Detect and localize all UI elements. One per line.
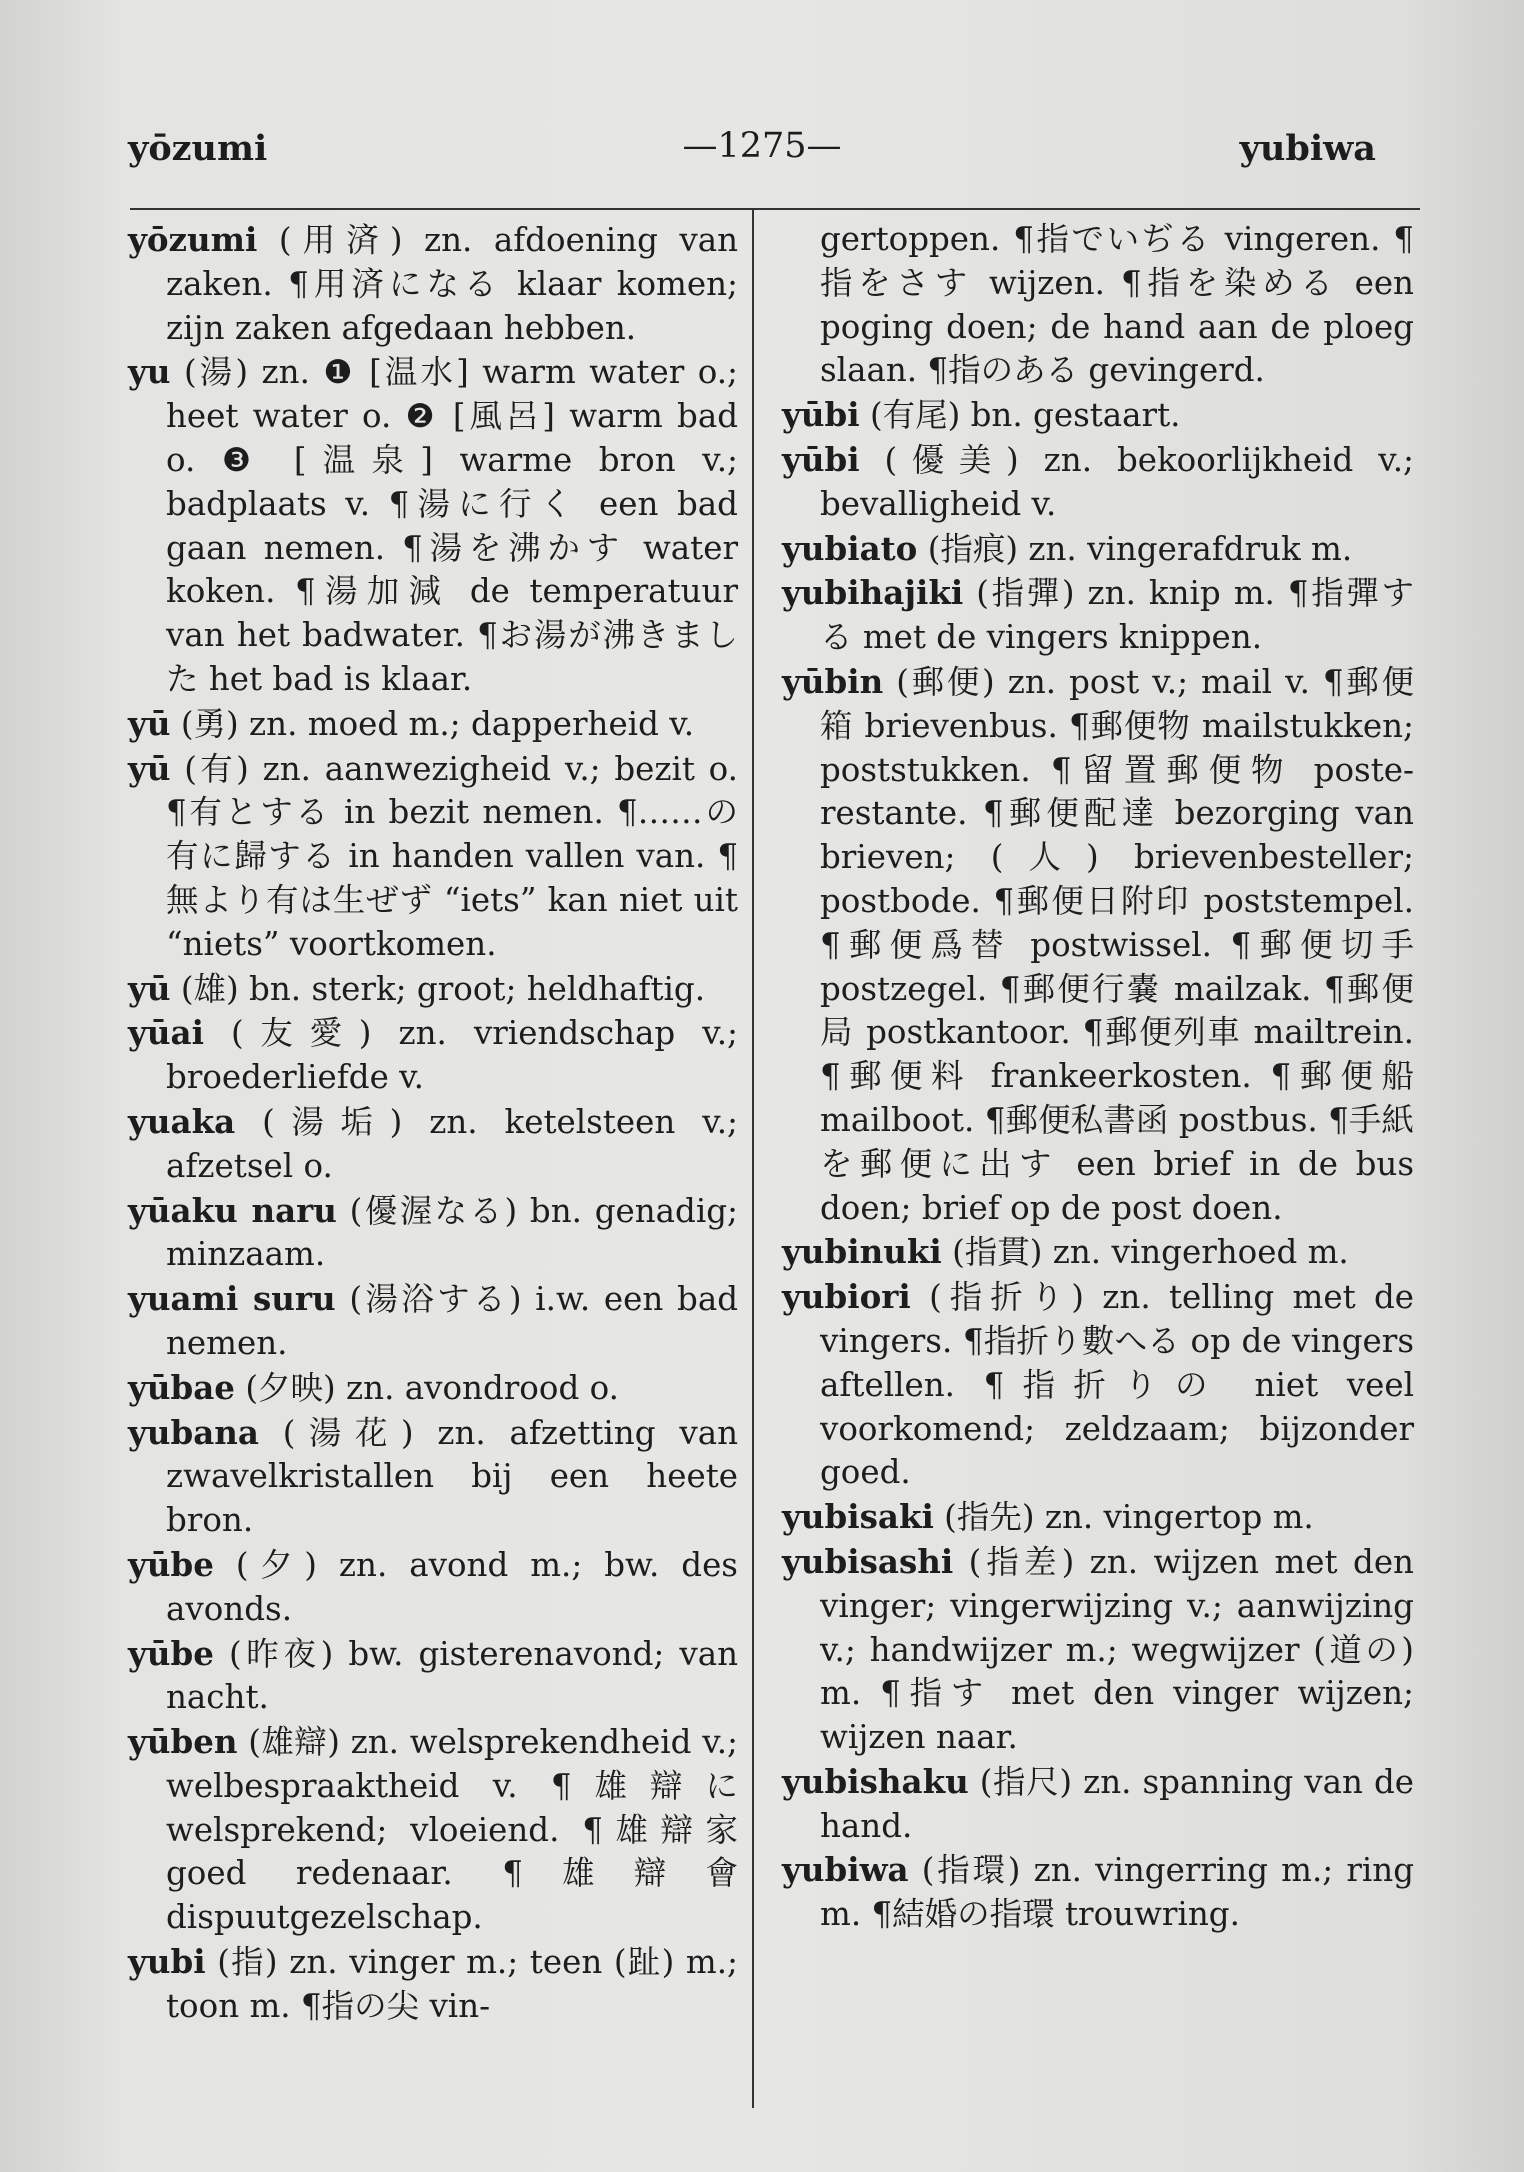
dictionary-entry xyxy=(128,1632,738,1721)
entry-headword: yūben xyxy=(128,1722,238,1762)
entry-definition: zn. afdoening van zaken. ¶用済になる klaar komen; zijn zaken afgedaan hebben. xyxy=(166,221,738,347)
dictionary-entry xyxy=(128,1277,738,1366)
dictionary-entry xyxy=(782,393,1414,438)
entry-definition: zn. vingerafdruk m. xyxy=(1018,529,1353,568)
entry-kanji: (雄辯) xyxy=(248,1723,340,1762)
entry-definition: zn. vriendschap v.; broederliefde v. xyxy=(166,1014,738,1097)
left-column xyxy=(128,218,738,2029)
entry-headword: yū xyxy=(128,968,171,1008)
entry-headword: yubisashi xyxy=(782,1541,954,1581)
entry-headword: yūbe xyxy=(128,1633,214,1673)
dictionary-entry xyxy=(128,1100,738,1189)
dictionary-entry xyxy=(782,1760,1414,1849)
entry-headword: yōzumi xyxy=(128,220,258,259)
entry-definition: zn. vinger m.; teen (趾) m.; toon m. ¶指の尖 vin- xyxy=(166,1943,738,2025)
entry-kanji: (指先) xyxy=(944,1498,1035,1537)
dictionary-entry xyxy=(128,1543,738,1632)
dictionary-entry xyxy=(128,1411,738,1543)
entry-kanji: (指折り) xyxy=(929,1278,1084,1317)
entry-kanji: (湯垢) xyxy=(262,1102,403,1141)
entry-definition: bn. sterk; groot; heldhaftig. xyxy=(238,969,706,1008)
entry-headword: yuami suru xyxy=(128,1279,336,1319)
dictionary-entry xyxy=(128,747,738,967)
dictionary-entry xyxy=(782,218,1414,393)
entry-headword: yū xyxy=(128,748,171,788)
entry-definition: zn. knip m. ¶指彈する met de vingers knippen. xyxy=(820,574,1414,657)
entry-headword: yubana xyxy=(128,1412,259,1452)
entry-headword: yūbe xyxy=(128,1544,214,1584)
entry-headword: yūbin xyxy=(782,661,884,701)
entry-headword: yūbae xyxy=(128,1367,235,1407)
dictionary-entry xyxy=(128,1940,738,2029)
entry-kanji: (指環) xyxy=(921,1851,1021,1890)
entry-kanji: (湯) xyxy=(183,353,249,392)
entry-headword: yubiori xyxy=(782,1277,911,1317)
entry-headword: yubiwa xyxy=(782,1850,909,1890)
entry-headword: yubi xyxy=(128,1942,206,1982)
entry-headword: yubishaku xyxy=(782,1761,969,1801)
entry-headword: yūai xyxy=(128,1013,204,1053)
entry-kanji: (指痕) xyxy=(927,529,1019,568)
entry-kanji: (指尺) xyxy=(979,1762,1073,1801)
entry-headword: yubiato xyxy=(782,528,918,568)
running-head-right: yubiwa xyxy=(1239,128,1376,169)
header-rule xyxy=(130,208,1420,210)
entry-headword: yūbi xyxy=(782,439,860,479)
entry-definition: zn. avondrood o. xyxy=(335,1368,619,1407)
entry-kanji: (有尾) xyxy=(869,396,961,435)
entry-definition: zn. telling met de vingers. ¶指折り數へる op de vingers aftellen. ¶指折りの niet veel voorkomend; zeldzaam; bijzonder goed. xyxy=(820,1278,1415,1492)
entry-definition: i.w. een bad nemen. xyxy=(166,1280,738,1362)
dictionary-entry xyxy=(128,1189,738,1278)
entry-kanji: (指彈) xyxy=(976,574,1075,613)
dictionary-entry xyxy=(782,1495,1414,1540)
dictionary-entry xyxy=(782,571,1414,660)
dictionary-entry xyxy=(782,1230,1414,1275)
entry-kanji: (夕映) xyxy=(245,1368,336,1407)
entry-definition: zn. vingerring m.; ring m. ¶結婚の指環 trouwring. xyxy=(820,1851,1415,1934)
entry-kanji: (用済) xyxy=(278,221,403,259)
entry-kanji: (優渥なる) xyxy=(349,1191,518,1230)
entry-definition: gertoppen. ¶指でいぢる vingeren. ¶指をさす wijzen. ¶指を染める een poging doen; de hand aan de ploeg slaan. ¶指のある gevingerd. xyxy=(820,220,1414,390)
entry-headword: yu xyxy=(128,352,171,392)
entry-definition: zn. moed m.; dapperheid v. xyxy=(238,704,695,743)
entry-kanji: (雄) xyxy=(180,969,239,1008)
entry-headword: yubihajiki xyxy=(782,573,964,613)
entry-kanji: (友愛) xyxy=(230,1014,372,1053)
entry-definition: zn. welsprekendheid v.; welbespraaktheid v. ¶雄辯に welsprekend; vloeiend. ¶雄辯家 goed redenaar. ¶雄辯會 dispuutgezelschap. xyxy=(166,1723,739,1937)
dictionary-entry xyxy=(128,218,738,350)
dictionary-entry xyxy=(128,350,738,701)
entry-kanji: (夕) xyxy=(235,1545,317,1584)
entry-definition: zn. ketelsteen v.; afzetsel o. xyxy=(166,1102,738,1185)
entry-definition: zn. vingertop m. xyxy=(1034,1498,1314,1537)
entry-definition: bn. genadig; minzaam. xyxy=(166,1191,739,1274)
entry-kanji: (有) xyxy=(184,749,249,788)
entry-kanji: (勇) xyxy=(180,704,239,743)
entry-kanji: (指) xyxy=(217,1943,278,1982)
entry-definition: zn. vingerhoed m. xyxy=(1042,1233,1349,1272)
entry-headword: yuaka xyxy=(128,1101,236,1141)
dictionary-entry xyxy=(782,1540,1414,1760)
entry-definition: zn. spanning van de hand. xyxy=(820,1762,1414,1845)
entry-headword: yūaku naru xyxy=(128,1190,337,1230)
entry-kanji: (指貫) xyxy=(952,1233,1043,1272)
dictionary-entry xyxy=(128,1366,738,1411)
dictionary-entry xyxy=(128,1011,738,1100)
dictionary-entry xyxy=(782,1848,1414,1937)
entry-headword: yubisaki xyxy=(782,1497,934,1537)
dictionary-entry xyxy=(782,527,1414,572)
right-column xyxy=(782,218,1414,1937)
entry-definition: zn. wijzen met den vinger; vingerwijzing v.; aanwijzing v.; handwijzer m.; wegwijzer (道の) m. ¶指す met den vinger wijzen; wijzen naar. xyxy=(820,1542,1414,1757)
entry-kanji: (湯浴する) xyxy=(349,1280,522,1319)
entry-headword: yūbi xyxy=(782,395,860,435)
entry-kanji: (郵便) xyxy=(896,662,995,701)
entry-headword: yū xyxy=(128,703,171,743)
entry-definition: zn. bekoorlijkheid v.; bevalligheid v. xyxy=(820,440,1414,523)
entry-definition: zn. aanwezigheid v.; bezit o. ¶有とする in bezit nemen. ¶……の有に歸する in handen vallen van. ¶無より有は生ぜず “iets” kan niet uit “niets” voortkomen. xyxy=(166,749,738,963)
dictionary-entry xyxy=(128,967,738,1012)
entry-definition: zn. afzetting van zwavelkristallen bij een heete bron. xyxy=(166,1413,738,1540)
entry-definition: zn. avond m.; bw. des avonds. xyxy=(166,1545,738,1628)
dictionary-entry xyxy=(128,1720,738,1940)
dictionary-entry xyxy=(782,1275,1414,1495)
entry-kanji: (湯花) xyxy=(282,1413,414,1452)
entry-definition: bn. gestaart. xyxy=(960,396,1181,435)
dictionary-entry xyxy=(128,702,738,747)
entry-kanji: (昨夜) xyxy=(228,1634,334,1673)
entry-headword: yubinuki xyxy=(782,1232,942,1272)
entry-definition: zn. ❶ [温水] warm water o.; heet water o. ❷ [風呂] warm bad o. ❸ [温泉] warme bron v.; badplaats v. ¶湯に行く een bad gaan nemen. ¶湯を沸かす water koken. ¶湯加減 de temperatuur van het badwater. ¶お湯が沸きました het bad is klaar. xyxy=(166,353,738,698)
running-head-left: yōzumi xyxy=(128,128,268,169)
entry-kanji: (優美) xyxy=(884,440,1019,479)
dictionary-entry xyxy=(782,660,1414,1230)
dictionary-entry xyxy=(782,438,1414,527)
entry-definition: bw. gisterenavond; van nacht. xyxy=(166,1634,738,1717)
entry-kanji: (指差) xyxy=(968,1542,1075,1581)
column-divider xyxy=(752,208,754,2108)
page-number: —1275— xyxy=(682,126,842,166)
entry-definition: zn. post v.; mail v. ¶郵便箱 brievenbus. ¶郵便物 mailstukken; poststukken. ¶留置郵便物 poste-restante. ¶郵便配達 bezorging van brieven; (人) brievenbesteller; postbode. ¶郵便日附印 poststempel. ¶郵便爲替 postwissel. ¶郵便切手 postzegel. ¶郵便行嚢 mailzak. ¶郵便局 postkantoor. ¶郵便列車 mailtrein. ¶郵便料 frankeerkosten. ¶郵便船 mailboot. ¶郵便私書函 postbus. ¶手紙を郵便に出す een brief in de bus doen; brief op de post doen. xyxy=(820,662,1414,1227)
